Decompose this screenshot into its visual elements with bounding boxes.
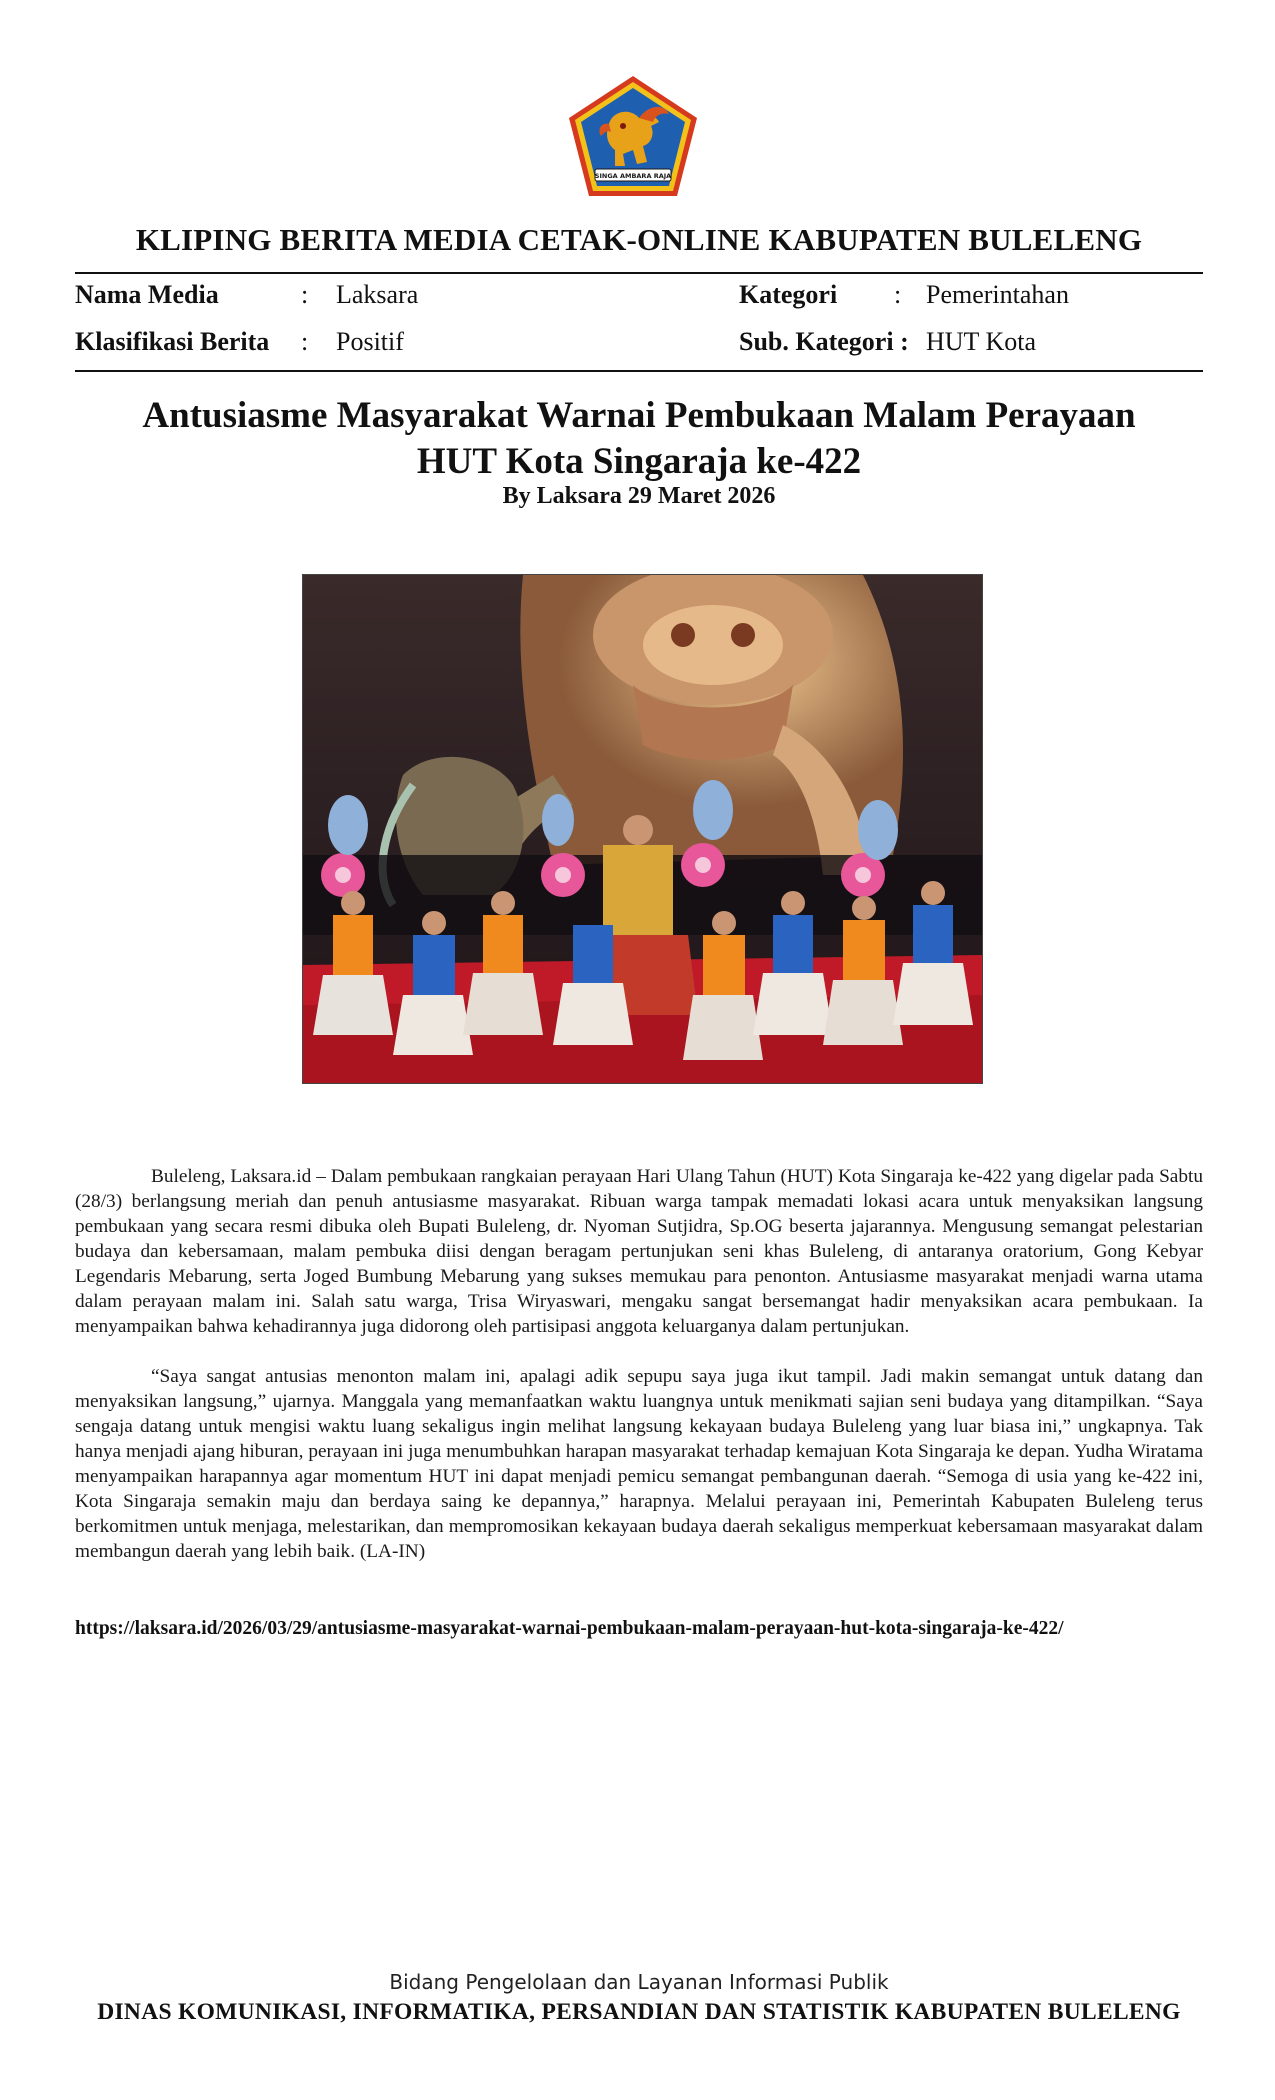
footer-department: Bidang Pengelolaan dan Layanan Informasi Publik [389,1970,889,1994]
source-url-link[interactable]: https://laksara.id/2026/03/29/antusiasme-masyarakat-warnai-pembukaan-malam-perayaan-hut-kota-singaraja-ke-422/ [75,1618,1064,1639]
media-colon: : [301,280,309,309]
meta-row-klasifikasi [75,327,1203,367]
logo-motto: SINGA AMBARA RAJA [594,172,672,180]
top-divider [75,272,1203,274]
subkategori-value: HUT Kota [926,327,1037,356]
klasifikasi-colon: : [301,327,309,356]
article-headline [75,393,1203,485]
media-label: Nama Media [75,280,219,309]
meta-divider [75,370,1203,372]
buleleng-coat-of-arms-icon [565,74,701,200]
article-paragraph: Buleleng, Laksara.id – Dalam pembukaan rangkaian perayaan Hari Ulang Tahun (HUT) Kota Singaraja ke-422 yang digelar pada Sabtu (28/3) berlangsung meriah dan penuh antusiasme masyarakat. Ribuan warga tampak memadati lokasi acara untuk menyaksikan langsung pembukaan yang secara resmi dibuka oleh Bupati Buleleng, dr. Nyoman Sutjidra, Sp.OG beserta jajarannya. Mengusung semangat pelestarian budaya dan kebersamaan, malam pembuka diisi dengan beragam pertunjukan seni khas Buleleng, di antaranya oratorium, Gong Kebyar Legendaris Mebarung, serta Joged Bumbung Mebarung yang sukses memukau para penonton. Antusiasme masyarakat menjadi warna utama dalam perayaan malam ini. Salah satu warga, Trisa Wiryaswari, mengaku sangat bersemangat hadir menyaksikan acara pembukaan. Ia menyampaikan bahwa kehadirannya juga didorong oleh partisipasi anggota keluarganya dalam pertunjukan. [75,1166,1203,1337]
media-value: Laksara [336,280,419,309]
dance-performance-photo [302,574,983,1084]
article-paragraph: “Saya sangat antusias menonton malam ini, apalagi adik sepupu saya juga ikut tampil. Jadi makin semangat untuk datang dan menyaksikan langsung,” ujarnya. Manggala yang memanfaatkan waktu luangnya untuk menikmati sajian seni budaya yang ditampilkan. “Saya sengaja datang untuk mengisi waktu luang sekaligus ingin melihat langsung kekayaan budaya Buleleng yang luar biasa ini,” ungkapnya. Tak hanya menjadi ajang hiburan, perayaan ini juga menumbuhkan harapan masyarakat terhadap kemajuan Kota Singaraja ke depan. Yudha Wiratama menyampaikan harapannya agar momentum HUT ini dapat menjadi pemicu semangat pembangunan daerah. “Semoga di usia yang ke-422 ini, Kota Singaraja semakin maju dan berdaya saing ke depannya,” harapnya. Melalui perayaan ini, Pemerintah Kabupaten Buleleng terus berkomitmen untuk menjaga, melestarikan, dan mempromosikan kekayaan budaya daerah sekaligus memperkuat kebersamaan masyarakat dalam membangun daerah yang lebih baik. (LA-IN) [75,1366,1203,1562]
article-byline: By Laksara 29 Maret 2026 [502,483,776,509]
footer-agency: DINAS KOMUNIKASI, INFORMATIKA, PERSANDIAN DAN STATISTIK KABUPATEN BULELENG [97,1999,1181,2025]
klasifikasi-label: Klasifikasi Berita [75,327,270,356]
document-title: KLIPING BERITA MEDIA CETAK-ONLINE KABUPATEN BULELENG [135,222,1143,257]
klasifikasi-value: Positif [336,327,404,356]
kategori-label: Kategori [739,280,838,309]
kategori-colon: : [894,280,902,309]
meta-row-media [75,280,1203,320]
headline-line-1: Antusiasme Masyarakat Warnai Pembukaan Malam Perayaan [142,395,1136,436]
subkategori-label: Sub. Kategori : [739,327,909,356]
article-body [75,1164,1203,1589]
kategori-value: Pemerintahan [926,280,1069,309]
headline-line-2: HUT Kota Singaraja ke-422 [416,441,862,482]
